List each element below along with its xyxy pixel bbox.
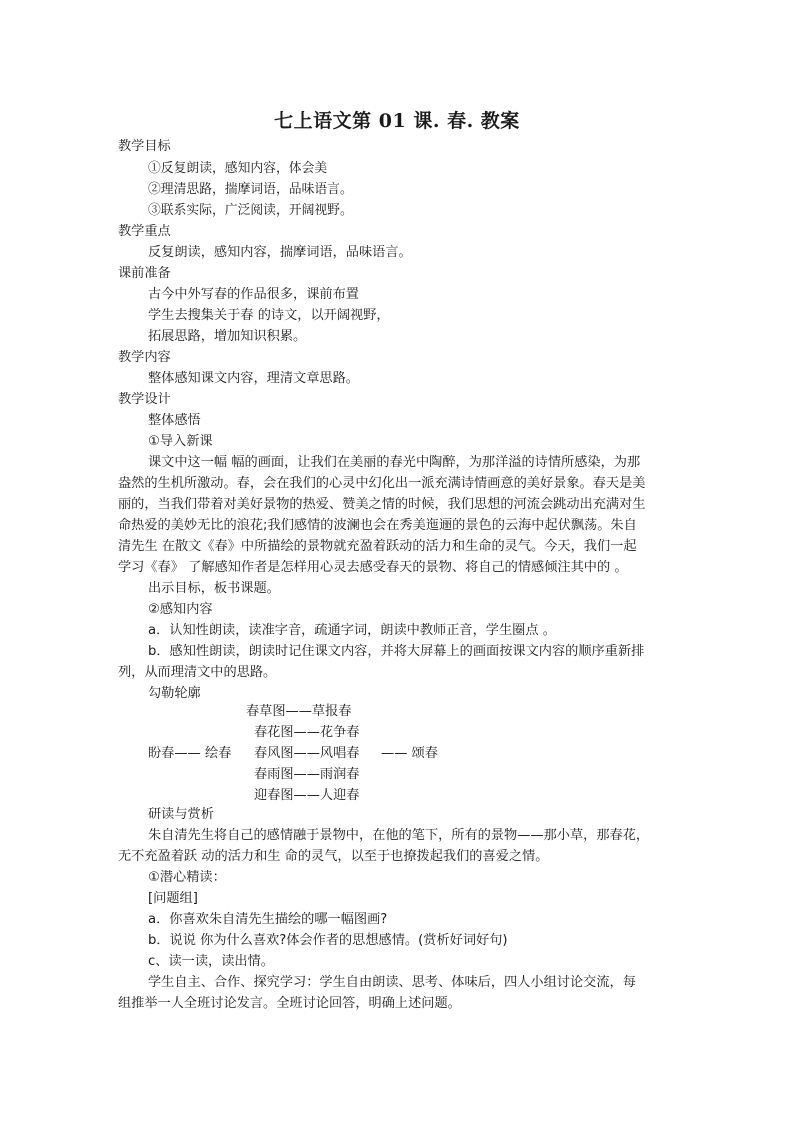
outline-picture-5: 迎春图——人迎春 — [254, 788, 360, 803]
goal-item-3: ③联系实际，广泛阅读，开阔视野。 — [148, 203, 353, 218]
reading-a: a．认知性朗读，读准字音，疏通字词，朗读中教师正音，学生圈点 。 — [148, 623, 556, 638]
content-text: 整体感知课文内容，理清文章思路。 — [148, 371, 359, 386]
intro-line-2: 盎然的生机所激动。春，会在我们的心灵中幻化出一派充满诗情画意的美好景象。春天是美 — [118, 476, 646, 491]
outline-picture-4: 春雨图——雨润春 — [254, 767, 360, 782]
outline-left: 盼春—— 绘春 — [148, 746, 232, 761]
heading-content: 教学内容 — [118, 350, 171, 365]
design-step-3: ①潜心精读： — [148, 870, 226, 885]
intro-line-3: 丽的，当我们带着对美好景物的热爱、赞美之情的时候，我们思想的河流会跳动出充满对生 — [118, 497, 646, 512]
prep-line-2: 学生去搜集关于春 的诗文，以开阔视野， — [148, 308, 390, 323]
prep-line-1: 古今中外写春的作品很多，课前布置 — [148, 287, 359, 302]
final-line-2: 组推举一人全班讨论发言。全班讨论回答，明确上述问题。 — [118, 996, 461, 1011]
question-c: c、读一读，读出情。 — [148, 954, 274, 969]
outline-right: —— 颂春 — [381, 746, 438, 761]
intro-line-1: 课文中这一幅 幅的画面，让我们在美丽的春光中陶醉，为那洋溢的诗情所感染，为那 — [148, 455, 641, 470]
design-step-1: ①导入新课 — [148, 434, 213, 449]
heading-goals: 教学目标 — [118, 139, 171, 154]
heading-design: 教学设计 — [118, 392, 171, 407]
reading-b-1: b．感知性朗读，朗读时记住课文内容，并将大屏幕上的画面按课文内容的顺序重新排 — [148, 644, 645, 659]
reading-b-2: 列，从而理清文中的思路。 — [118, 665, 277, 680]
intro-line-6: 学习《春》 了解感知作者是怎样用心灵去感受春天的景物、将自己的情感倾注其中的 。 — [118, 560, 628, 575]
outline-picture-3: 春风图——风唱春 — [254, 746, 360, 761]
study-heading: 研读与赏析 — [148, 807, 214, 822]
heading-prep: 课前准备 — [118, 266, 171, 281]
design-sub-overall: 整体感悟 — [148, 413, 201, 428]
goal-item-2: ②理清思路，揣摩词语，品味语言。 — [148, 182, 353, 197]
intro-line-4: 命热爱的美妙无比的浪花;我们感情的波澜也会在秀美迤逦的景色的云海中起伏飘荡。朱自 — [118, 518, 637, 533]
outline-picture-2: 春花图——花争春 — [254, 725, 360, 740]
goal-item-1: ①反复朗读，感知内容，体会美 — [148, 161, 328, 176]
final-line-1: 学生自主、合作、探究学习：学生自由朗读、思考、体味后，四人小组讨论交流，每 — [148, 975, 636, 990]
question-group: [问题组] — [148, 891, 198, 906]
question-a: a．你喜欢朱自清先生描绘的哪一幅图画? — [148, 912, 388, 927]
focus-text: 反复朗读，感知内容，揣摩词语，品味语言。 — [148, 245, 412, 260]
document-title: 七上语文第 01 课. 春. 教案 — [274, 110, 520, 132]
question-b: b．说说 你为什么喜欢?体会作者的思想感情。(赏析好词好句) — [148, 933, 508, 948]
heading-focus: 教学重点 — [118, 224, 171, 239]
outline-heading: 勾勒轮廓 — [148, 686, 201, 701]
design-step-2: ②感知内容 — [148, 602, 213, 617]
intro-line-5: 清先生 在散文《春》中所描绘的景物就充盈着跃动的活力和生命的灵气。今天，我们一起 — [118, 539, 637, 554]
show-goals: 出示目标，板书课题。 — [148, 581, 280, 596]
outline-picture-1: 春草图——草报春 — [246, 704, 352, 719]
study-line-1: 朱自清先生将自己的感情融于景物中，在他的笔下，所有的景物——那小草，那春花， — [148, 828, 650, 843]
study-line-2: 无不充盈着跃 动的活力和生 命的灵气，以至于也撩拨起我们的喜爱之情。 — [118, 849, 549, 864]
prep-line-3: 拓展思路，增加知识积累。 — [148, 329, 307, 344]
